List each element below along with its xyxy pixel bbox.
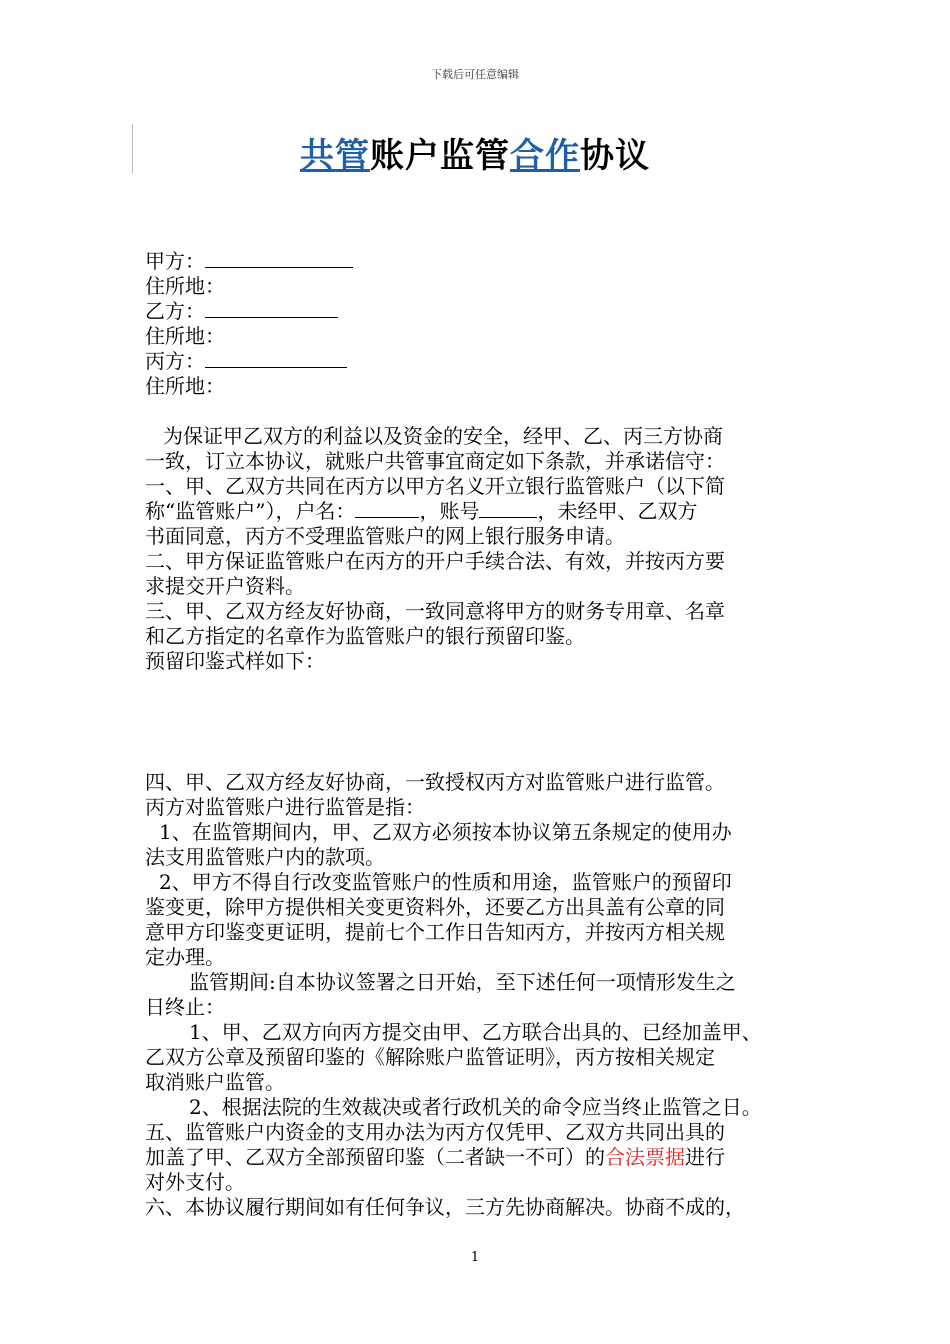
clause-4-item-2-line-4: 定办理。 [145,945,225,969]
clause-4-line-2: 丙方对监管账户进行监管是指： [145,795,425,819]
intro-line-2: 一致，订立本协议，就账户共管事宜商定如下条款，并承诺信守： [145,449,725,473]
title-part4: 协议 [580,136,650,176]
address-b-label: 住所地： [145,324,225,348]
title-link-part3[interactable]: 合作 [510,136,580,176]
clause-2-line-1: 二、甲方保证监管账户在丙方的开户手续合法、有效，并按丙方要 [145,549,725,573]
seal-sample-label: 预留印鉴式样如下： [145,649,325,673]
clause-3-line-2: 和乙方指定的名章作为监管账户的银行预留印鉴。 [145,624,585,648]
clauses-block-1 [145,424,815,674]
clause-4-line-1: 四、甲、乙双方经友好协商，一致授权丙方对监管账户进行监管。 [145,770,725,794]
period-item-1-line-3: 取消账户监管。 [145,1070,285,1094]
clause-5-text-c: 进行 [685,1145,725,1169]
document-title [0,128,950,177]
account-number-blank [479,499,537,518]
clause-1-text-b: ，账号 [419,499,480,523]
period-line-2: 日终止： [145,995,225,1019]
address-a-label: 住所地： [145,274,225,298]
account-name-blank [355,499,419,518]
intro-line-1: 为保证甲乙双方的利益以及资金的安全，经甲、乙、丙三方协商 [163,424,723,448]
party-c-line [145,349,815,374]
clause-6-line-1: 六、本协议履行期间如有任何争议，三方先协商解决。协商不成的， [145,1195,745,1219]
clause-5-line-1: 五、监管账户内资金的支用办法为丙方仅凭甲、乙双方共同出具的 [145,1120,725,1144]
parties-block [145,249,815,399]
clause-4-item-2-line-1: 2、甲方不得自行改变监管账户的性质和用途，监管账户的预留印 [159,870,732,894]
clause-1-line-2 [145,499,815,524]
party-c-blank [205,349,347,368]
party-b-label: 乙方： [145,299,205,323]
title-link-part1[interactable]: 共管 [300,136,370,176]
clause-1-line-1: 一、甲、乙双方共同在丙方以甲方名义开立银行监管账户（以下简 [145,474,725,498]
party-c-label: 丙方： [145,349,205,373]
header-note: 下载后可任意编辑 [431,68,519,81]
clause-1-text-c: ，未经甲、乙双方 [537,499,698,523]
clause-1-line-3: 书面同意，丙方不受理监管账户的网上银行服务申请。 [145,524,625,548]
clause-4-item-1-line-2: 法支用监管账户内的款项。 [145,845,385,869]
party-a-label: 甲方： [145,249,205,273]
clause-4-item-1-line-1: 1、在监管期间内，甲、乙双方必须按本协议第五条规定的使用办 [159,820,732,844]
period-item-1-line-2: 乙双方公章及预留印鉴的《解除账户监管证明》，丙方按相关规定 [145,1045,715,1069]
address-c-label: 住所地： [145,374,225,398]
party-b-line [145,299,815,324]
title-part2: 账户监管 [370,136,510,176]
party-a-line [145,249,815,274]
period-line-1: 监管期间:自本协议签署之日开始，至下述任何一项情形发生之 [189,970,736,994]
period-item-2-line-1: 2、根据法院的生效裁决或者行政机关的命令应当终止监管之日。 [189,1095,762,1119]
page-number: 1 [470,1250,480,1265]
clauses-block-2 [145,770,815,1220]
party-a-blank [205,249,353,268]
clause-4-item-2-line-2: 鉴变更，除甲方提供相关变更资料外，还要乙方出具盖有公章的同 [145,895,725,919]
legal-bill-highlight: 合法票据 [605,1145,685,1169]
period-item-1-line-1: 1、甲、乙双方向丙方提交由甲、乙方联合出具的、已经加盖甲、 [189,1020,762,1044]
party-b-blank [205,299,338,318]
clause-5-text-a: 加盖了甲、乙双方全部预留印鉴（二者缺一不可）的 [145,1145,605,1169]
clause-3-line-1: 三、甲、乙双方经友好协商，一致同意将甲方的财务专用章、名章 [145,599,725,623]
clause-4-item-2-line-3: 意甲方印鉴变更证明，提前七个工作日告知丙方，并按丙方相关规 [145,920,725,944]
clause-5-line-3: 对外支付。 [145,1170,245,1194]
clause-2-line-2: 求提交开户资料。 [145,574,305,598]
clause-5-line-2 [145,1145,815,1170]
clause-1-text-a: 称“监管账户”），户名： [145,499,356,523]
